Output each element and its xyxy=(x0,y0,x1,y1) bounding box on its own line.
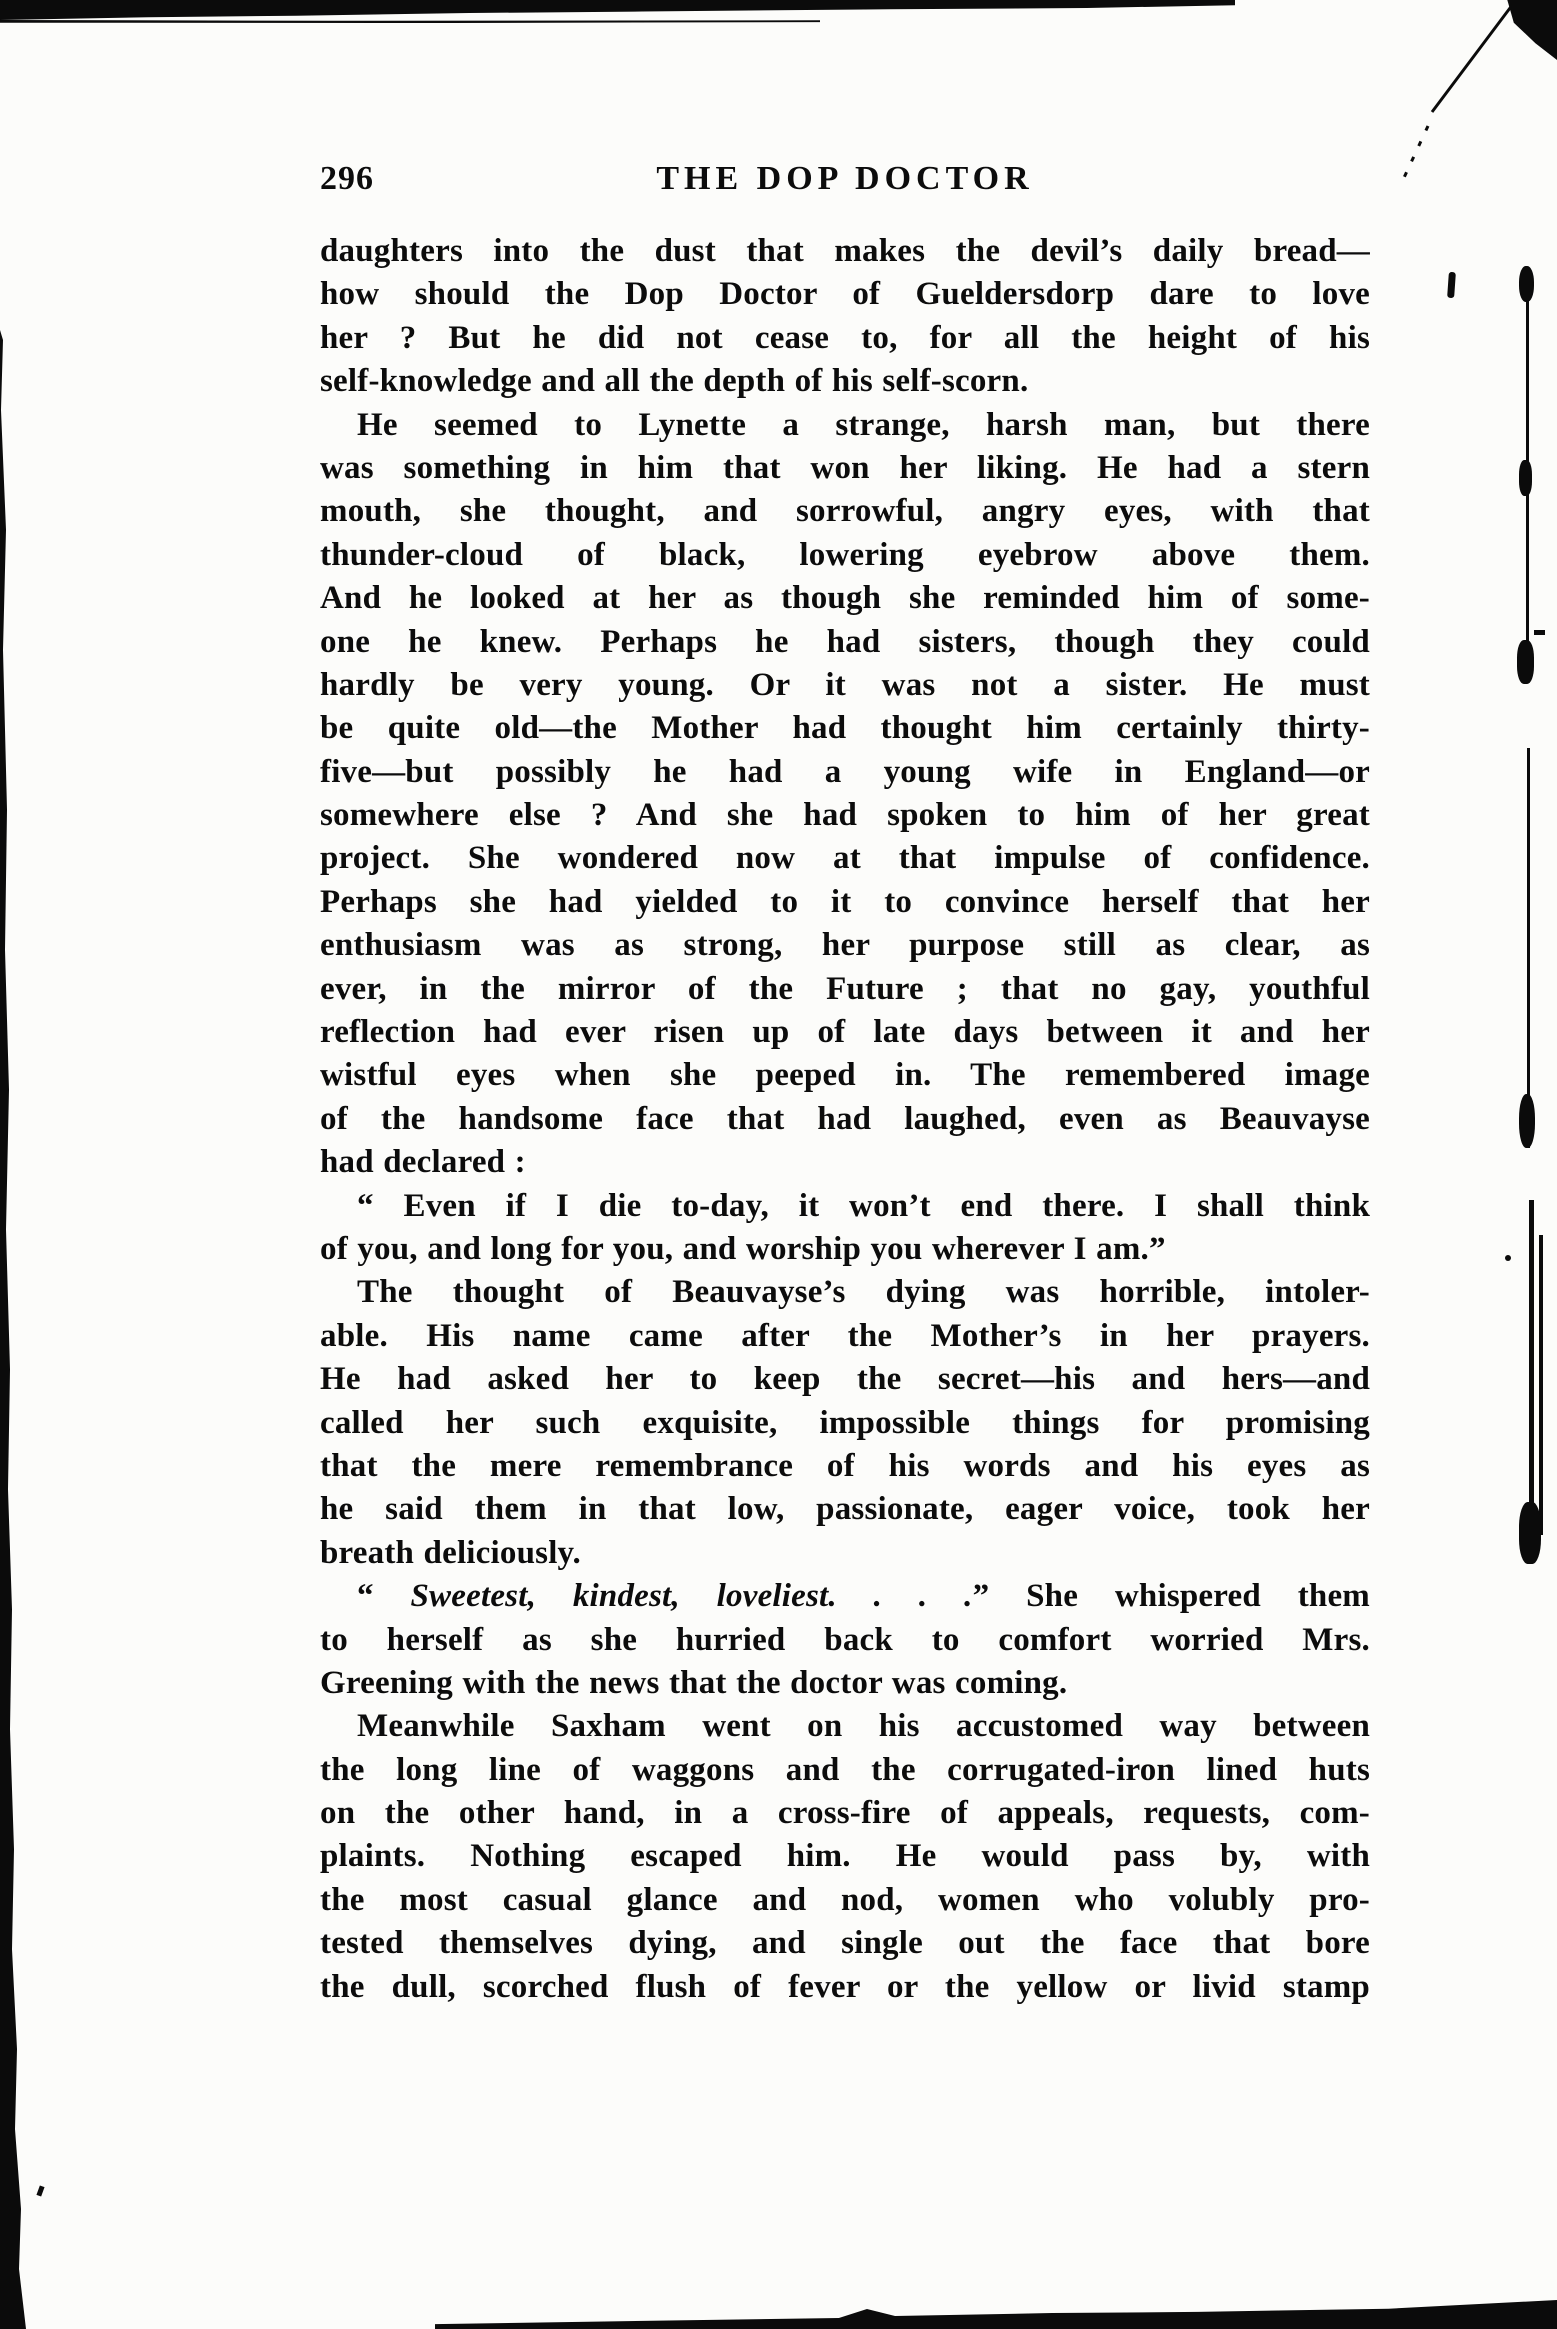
text-line xyxy=(320,751,1370,794)
text-line xyxy=(320,1835,1370,1878)
text-segment: ever, in the mirror of the Future ; that no gay, youthful xyxy=(320,970,1370,1007)
text-line xyxy=(320,621,1370,664)
text-segment: her ? But he did not cease to, for all the height of his xyxy=(320,319,1370,356)
text-line xyxy=(320,794,1370,837)
text-segment: how should the Dop Doctor of Gueldersdorp dare to love xyxy=(320,276,1370,313)
scan-artifact-margin-blob xyxy=(1519,460,1532,496)
text-line xyxy=(320,1141,1370,1184)
text-segment: daughters into the dust that makes the devil’s daily bread— xyxy=(320,233,1370,269)
text-segment: that the mere remembrance of his words and his eyes as xyxy=(320,1447,1370,1484)
text-segment: was something in him that won her liking. He had a stern xyxy=(320,449,1370,486)
text-line xyxy=(320,1532,1370,1575)
text-segment: reflection had ever risen up of late days between it and her xyxy=(320,1014,1370,1051)
text-line xyxy=(320,1792,1370,1835)
text-line xyxy=(320,1011,1370,1054)
text-segment: enthusiasm was as strong, her purpose still as clear, as xyxy=(320,927,1370,964)
text-line xyxy=(320,1445,1370,1488)
text-line xyxy=(320,1358,1370,1401)
text-segment: five—but possibly he had a young wife in England—or xyxy=(320,753,1370,790)
page-header xyxy=(320,160,1370,206)
scan-artifact-margin-streak xyxy=(1527,748,1530,1148)
text-segment: on the other hand, in a cross-fire of appeals, requests, com- xyxy=(320,1795,1370,1832)
text-segment: Perhaps she had yielded to it to convince herself that her xyxy=(320,883,1370,920)
text-segment: the most casual glance and nod, women who volubly pro- xyxy=(320,1881,1370,1918)
text-segment: able. His name came after the Mother’s in her prayers. xyxy=(320,1317,1370,1354)
text-line xyxy=(320,837,1370,880)
text-line xyxy=(320,1228,1370,1271)
text-segment: to herself as she hurried back to comfort worried Mrs. xyxy=(320,1621,1370,1658)
scan-artifact-ink-dot xyxy=(1505,1255,1511,1261)
text-segment: had declared : xyxy=(320,1144,526,1181)
scan-artifact-gutter-shadow xyxy=(0,330,28,2329)
text-line xyxy=(320,924,1370,967)
scan-artifact-margin-streak xyxy=(1539,1235,1543,1535)
text-line xyxy=(320,1619,1370,1662)
text-segment: of you, and long for you, and worship you wherever I am.” xyxy=(320,1230,1166,1267)
text-segment: wistful eyes when she peeped in. The remembered image xyxy=(320,1057,1370,1094)
running-title: THE DOP DOCTOR xyxy=(656,160,1034,197)
scan-artifact-top-bar xyxy=(0,0,1235,21)
text-line xyxy=(320,230,1370,273)
text-segment: And he looked at her as though she reminded him of some- xyxy=(320,580,1370,617)
scan-artifact-margin-tick xyxy=(1447,272,1456,298)
text-segment: thunder-cloud of black, lowering eyebrow above them. xyxy=(320,536,1370,573)
text-segment: “ xyxy=(357,1578,411,1615)
text-line xyxy=(320,1271,1370,1314)
text-line xyxy=(320,1922,1370,1965)
scan-artifact-ink-speck xyxy=(36,2185,44,2196)
text-segment: be quite old—the Mother had thought him certainly thirty- xyxy=(320,710,1370,747)
text-segment: somewhere else ? And she had spoken to him of her great xyxy=(320,797,1370,834)
text-segment: he said them in that low, passionate, eager voice, took her xyxy=(320,1491,1370,1528)
text-line xyxy=(320,360,1370,403)
text-line xyxy=(320,404,1370,447)
text-line xyxy=(320,968,1370,1011)
text-segment: of the handsome face that had laughed, even as Beauvayse xyxy=(320,1100,1370,1137)
text-line xyxy=(320,1966,1370,2009)
text-line xyxy=(320,1488,1370,1531)
text-segment: called her such exquisite, impossible things for promising xyxy=(320,1404,1370,1441)
text-segment: the long line of waggons and the corrugated-iron lined huts xyxy=(320,1751,1370,1788)
text-line xyxy=(320,317,1370,360)
text-segment: the dull, scorched flush of fever or the yellow or livid stamp xyxy=(320,1968,1370,2005)
scan-artifact-margin-tick xyxy=(1534,630,1545,635)
scan-artifact-margin-blob xyxy=(1517,640,1534,684)
text-line xyxy=(320,881,1370,924)
text-line xyxy=(320,1749,1370,1792)
text-segment: mouth, she thought, and sorrowful, angry eyes, with that xyxy=(320,493,1370,530)
text-segment: project. She wondered now at that impulse of confidence. xyxy=(320,840,1370,877)
scan-artifact-margin-blob xyxy=(1519,266,1534,302)
text-line xyxy=(320,1402,1370,1445)
italic-text-segment: Sweetest, kindest, loveliest. . . . xyxy=(410,1578,973,1615)
text-line xyxy=(320,707,1370,750)
text-line xyxy=(320,490,1370,533)
text-line xyxy=(320,1098,1370,1141)
text-block xyxy=(320,230,1370,2009)
text-line xyxy=(320,447,1370,490)
text-line xyxy=(320,1705,1370,1748)
text-segment: He seemed to Lynette a strange, harsh man, but there xyxy=(357,406,1370,443)
text-line xyxy=(320,273,1370,316)
text-line xyxy=(320,577,1370,620)
text-segment: breath deliciously. xyxy=(320,1534,581,1571)
text-line xyxy=(320,1185,1370,1228)
text-segment: “ Even if I die to-day, it won’t end there. I shall think xyxy=(357,1187,1370,1224)
text-line xyxy=(320,1879,1370,1922)
text-segment: Greening with the news that the doctor was coming. xyxy=(320,1664,1068,1701)
text-line xyxy=(320,1575,1370,1618)
text-line xyxy=(320,1054,1370,1097)
scan-artifact-bottom-bar xyxy=(435,2300,1557,2329)
text-segment: plaints. Nothing escaped him. He would pass by, with xyxy=(320,1838,1370,1875)
scan-artifact-pen-stroke xyxy=(1380,0,1550,200)
text-line xyxy=(320,534,1370,577)
scan-artifact-margin-blob xyxy=(1519,1502,1541,1564)
text-segment: hardly be very young. Or it was not a sister. He must xyxy=(320,666,1370,703)
text-segment: self-knowledge and all the depth of his self-scorn. xyxy=(320,363,1029,400)
text-segment: Meanwhile Saxham went on his accustomed way between xyxy=(357,1708,1370,1745)
scan-artifact-margin-blob xyxy=(1519,1094,1535,1148)
text-segment: tested themselves dying, and single out the face that bore xyxy=(320,1925,1370,1962)
scan-artifact-top-hairline xyxy=(0,20,820,23)
text-segment: ” She whispered them xyxy=(972,1578,1370,1615)
text-segment: He had asked her to keep the secret—his and hers—and xyxy=(320,1361,1370,1398)
text-segment: one he knew. Perhaps he had sisters, though they could xyxy=(320,623,1370,660)
page-number: 296 xyxy=(320,160,374,197)
text-line xyxy=(320,664,1370,707)
text-segment: The thought of Beauvayse’s dying was horrible, intoler- xyxy=(357,1274,1370,1311)
text-line xyxy=(320,1315,1370,1358)
text-line xyxy=(320,1662,1370,1705)
